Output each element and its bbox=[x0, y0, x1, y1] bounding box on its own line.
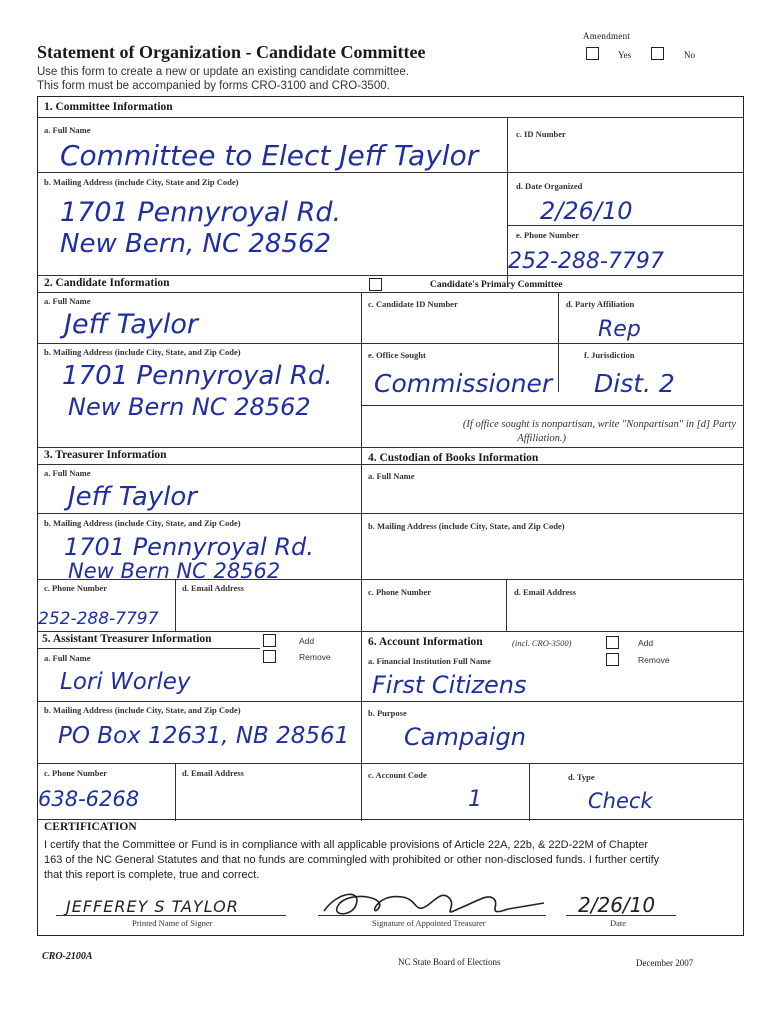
account-remove-label: Remove bbox=[638, 655, 670, 665]
nonpartisan-note-2: Affiliation.) bbox=[517, 433, 566, 444]
party-affiliation-label: d. Party Affiliation bbox=[566, 299, 635, 309]
signature-label: Signature of Appointed Treasurer bbox=[372, 918, 486, 928]
amendment-label: Amendment bbox=[583, 31, 631, 41]
candidate-id-label: c. Candidate ID Number bbox=[368, 299, 458, 309]
account-add-checkbox[interactable] bbox=[606, 636, 619, 649]
form-title: Statement of Organization - Candidate Committee bbox=[37, 42, 426, 62]
custodian-full-name-label: a. Full Name bbox=[368, 471, 415, 481]
account-remove-checkbox[interactable] bbox=[606, 653, 619, 666]
instructions-line-1: Use this form to create a new or update an existing candidate committee. bbox=[37, 66, 410, 78]
jurisdiction[interactable]: Dist. 2 bbox=[594, 369, 675, 398]
treasurer-phone[interactable]: 252-288-7797 bbox=[38, 609, 159, 629]
candidate-address-line-2[interactable]: New Bern NC 28562 bbox=[68, 393, 311, 421]
committee-date-organized[interactable]: 2/26/10 bbox=[540, 197, 633, 225]
assistant-email-label: d. Email Address bbox=[182, 768, 244, 778]
committee-date-label: d. Date Organized bbox=[516, 181, 583, 191]
assistant-remove-checkbox[interactable] bbox=[263, 650, 276, 663]
instructions-line-2: This form must be accompanied by forms CRO-3100 and CRO-3500. bbox=[37, 80, 390, 92]
committee-address-line-1[interactable]: 1701 Pennyroyal Rd. bbox=[60, 197, 342, 228]
certification-line-1: I certify that the Committee or Fund is in compliance with all applicable provisions of Article 22A, 22b, & 22D-22M of Chapter bbox=[44, 839, 649, 851]
committee-phone[interactable]: 252-288-7797 bbox=[508, 249, 664, 274]
amendment-no-checkbox[interactable] bbox=[651, 47, 664, 60]
form-revision-date: December 2007 bbox=[636, 958, 694, 968]
office-sought-label: e. Office Sought bbox=[368, 350, 426, 360]
section-assistant-title: 5. Assistant Treasurer Information bbox=[42, 633, 212, 645]
party-affiliation[interactable]: Rep bbox=[598, 317, 641, 342]
treasurer-address-line-1[interactable]: 1701 Pennyroyal Rd. bbox=[64, 533, 314, 561]
committee-address-label: b. Mailing Address (include City, State and Zip Code) bbox=[44, 177, 239, 187]
candidate-full-name[interactable]: Jeff Taylor bbox=[64, 309, 198, 340]
section-committee-title: 1. Committee Information bbox=[44, 101, 173, 113]
candidate-address-line-1[interactable]: 1701 Pennyroyal Rd. bbox=[62, 361, 333, 391]
custodian-email-label: d. Email Address bbox=[514, 587, 576, 597]
agency-name: NC State Board of Elections bbox=[398, 957, 501, 967]
form-body bbox=[37, 96, 744, 936]
printed-name[interactable]: JEFFEREY S TAYLOR bbox=[66, 897, 239, 916]
purpose-label: b. Purpose bbox=[368, 708, 407, 718]
assistant-address-label: b. Mailing Address (include City, State, and Zip Code) bbox=[44, 705, 241, 715]
nonpartisan-note-1: (If office sought is nonpartisan, write "Nonpartisan" in [d] Party bbox=[462, 419, 736, 430]
assistant-full-name[interactable]: Lori Worley bbox=[60, 669, 191, 695]
certification-line-2: 163 of the NC General Statutes and that no funds are commingled with prohibited or other non-disclosed funds. I further certify bbox=[44, 854, 660, 866]
assistant-phone-label: c. Phone Number bbox=[44, 768, 108, 778]
amendment-no-label: No bbox=[684, 50, 695, 60]
financial-institution[interactable]: First Citizens bbox=[372, 671, 527, 699]
treasurer-full-name-label: a. Full Name bbox=[44, 468, 91, 478]
assistant-add-checkbox[interactable] bbox=[263, 634, 276, 647]
committee-full-name[interactable]: Committee to Elect Jeff Taylor bbox=[60, 139, 479, 172]
section-account-title: 6. Account Information bbox=[368, 636, 483, 648]
institution-label: a. Financial Institution Full Name bbox=[368, 656, 492, 666]
account-code[interactable]: 1 bbox=[468, 787, 482, 812]
certification-title: CERTIFICATION bbox=[44, 821, 137, 833]
custodian-phone-label: c. Phone Number bbox=[368, 587, 432, 597]
account-code-label: c. Account Code bbox=[368, 770, 427, 780]
printed-name-label: Printed Name of Signer bbox=[132, 918, 213, 928]
section-custodian-title: 4. Custodian of Books Information bbox=[368, 452, 539, 464]
treasurer-address-label: b. Mailing Address (include City, State, and Zip Code) bbox=[44, 518, 241, 528]
committee-id-label: c. ID Number bbox=[516, 129, 566, 139]
office-sought[interactable]: Commissioner bbox=[374, 369, 553, 398]
primary-committee-label: Candidate's Primary Committee bbox=[430, 280, 563, 290]
treasurer-full-name[interactable]: Jeff Taylor bbox=[68, 482, 197, 512]
committee-address-line-2[interactable]: New Bern, NC 28562 bbox=[60, 229, 332, 259]
amendment-yes-checkbox[interactable] bbox=[586, 47, 599, 60]
primary-committee-checkbox[interactable] bbox=[369, 278, 382, 291]
committee-phone-label: e. Phone Number bbox=[516, 230, 580, 240]
section-treasurer-title: 3. Treasurer Information bbox=[44, 449, 167, 461]
jurisdiction-label: f. Jurisdiction bbox=[584, 350, 635, 360]
account-type-label: d. Type bbox=[568, 772, 595, 782]
custodian-address-label: b. Mailing Address (include City, State, and Zip Code) bbox=[368, 521, 565, 531]
form-id: CRO-2100A bbox=[42, 951, 93, 962]
assistant-phone[interactable]: 638-6268 bbox=[38, 787, 140, 811]
assistant-add-label: Add bbox=[299, 636, 315, 646]
treasurer-email-label: d. Email Address bbox=[182, 583, 244, 593]
assistant-address[interactable]: PO Box 12631, NB 28561 bbox=[58, 723, 350, 749]
account-add-label: Add bbox=[638, 638, 654, 648]
account-incl-note: (incl. CRO-3500) bbox=[512, 638, 572, 648]
treasurer-address-line-2[interactable]: New Bern NC 28562 bbox=[68, 559, 281, 583]
treasurer-phone-label: c. Phone Number bbox=[44, 583, 108, 593]
assistant-remove-label: Remove bbox=[299, 652, 331, 662]
signature-date[interactable]: 2/26/10 bbox=[578, 893, 656, 917]
committee-full-name-label: a. Full Name bbox=[44, 125, 91, 135]
assistant-full-name-label: a. Full Name bbox=[44, 653, 91, 663]
candidate-address-label: b. Mailing Address (include City, State, and Zip Code) bbox=[44, 347, 241, 357]
account-type[interactable]: Check bbox=[588, 789, 653, 813]
candidate-full-name-label: a. Full Name bbox=[44, 296, 91, 306]
section-candidate-title: 2. Candidate Information bbox=[44, 277, 170, 289]
amendment-yes-label: Yes bbox=[618, 50, 632, 60]
account-purpose[interactable]: Campaign bbox=[404, 723, 526, 751]
signature-date-label: Date bbox=[610, 918, 627, 928]
certification-line-3: that this report is complete, true and correct. bbox=[44, 869, 260, 881]
